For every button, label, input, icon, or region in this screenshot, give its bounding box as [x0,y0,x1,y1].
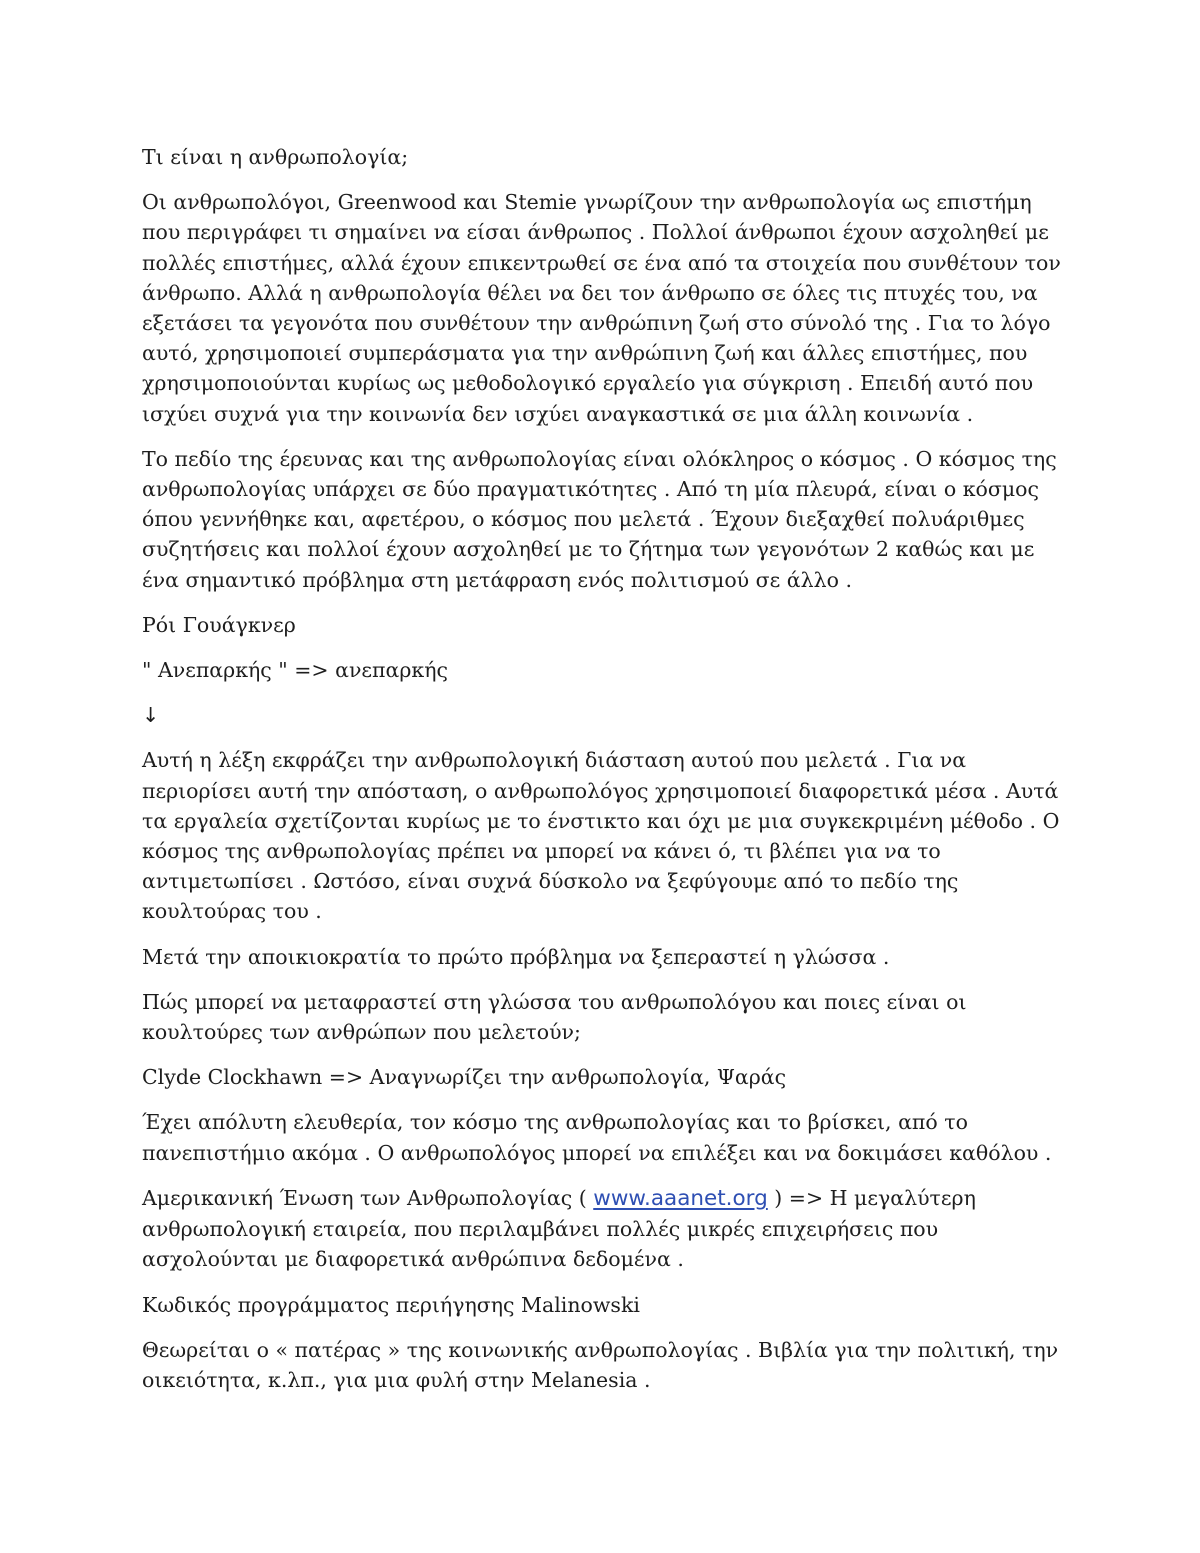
aaa-text-before: Αμερικανική Ένωση των Ανθρωπολογίας ( [142,1185,594,1210]
paragraph-field-of-research: Το πεδίο της έρευνας και της ανθρωπολογίας είναι ολόκληρος ο κόσμος . Ο κόσμος της ανθρωπολογίας υπάρχει σε δύο πραγματικότητες . Από τη μία πλευρά, είναι ο κόσμος όπου γεννήθηκε και, αφετέρου, ο κόσμος που μελετά . Έχουν διεξαχθεί πολυάριθμες συζητήσεις και πολλοί έχουν ασχοληθεί με το ζήτημα των γεγονότων 2 καθώς και με ένα σημαντικό πρόβλημα στη μετάφραση ενός πολιτισμού σε άλλο . [142,446,1057,592]
paragraph-translation-question: Πώς μπορεί να μεταφραστεί στη γλώσσα του ανθρωπολόγου και ποιες είναι οι κουλτούρες των ανθρώπων που μελετούν; [142,989,967,1045]
document-body [142,142,1072,1410]
paragraph-colonialism: Μετά την αποικιοκρατία το πρώτο πρόβλημα να ξεπεραστεί η γλώσσα . [142,944,890,969]
paragraph-malinowski-heading: Κωδικός προγράμματος περιήγησης Malinowski [142,1292,640,1317]
paragraph-author-name: Ρόι Γουάγκνερ [142,612,296,637]
paragraph-term: " Ανεπαρκής " => ανεπαρκής [142,658,448,683]
paragraph-clyde-clockhawn: Clyde Clockhawn => Αναγνωρίζει την ανθρωπολογία, Ψαράς [142,1065,787,1090]
paragraph-aaa [142,1183,1072,1275]
paragraph-malinowski: Θεωρείται ο « πατέρας » της κοινωνικής ανθρωπολογίας . Βιβλία για την πολιτική, την οικειότητα, κ.λπ., για μια φυλή στην Melanesia . [142,1337,1059,1392]
aaa-text-after: ) => Η μεγαλύτερη ανθρωπολογική εταιρεία, που περιλαμβάνει πολλές μικρές επιχειρήσεις που ασχολούνται με διαφορετικά ανθρώπινα δεδομένα . [142,1185,976,1272]
aaanet-link[interactable]: www.aaanet.org [593,1185,768,1211]
document-title: Τι είναι η ανθρωπολογία; [142,145,409,169]
paragraph-dimension: Αυτή η λέξη εκφράζει την ανθρωπολογική διάσταση αυτού που μελετά . Για να περιορίσει αυτή την απόσταση, ο ανθρωπολόγος χρησιμοποιεί διαφορετικά μέσα . Αυτά τα εργαλεία σχετίζονται κυρίως με το ένστικτο και όχι με μια συγκεκριμένη μέθοδο . Ο κόσμος της ανθρωπολογίας πρέπει να μπορεί να κάνει ό, τι βλέπει για να το αντιμετωπίσει . Ωστόσο, είναι συχνά δύσκολο να ξεφύγουμε από το πεδίο της κουλτούρας του . [142,748,1060,924]
down-arrow-icon: ↓ [142,703,160,728]
paragraph-definition: Οι ανθρωπολόγοι, Greenwood και Stemie γνωρίζουν την ανθρωπολογία ως επιστήμη που περιγράφει τι σημαίνει να είσαι άνθρωπος . Πολλοί άνθρωποι έχουν ασχοληθεί με πολλές επιστήμες, αλλά έχουν επικεντρωθεί σε ένα από τα στοιχεία που συνθέτουν τον άνθρωπο. Αλλά η ανθρωπολογία θέλει να δει τον άνθρωπο σε όλες τις πτυχές του, να εξετάσει τα γεγονότα που συνθέτουν την ανθρώπινη ζωή στο σύνολό της . Για το λόγο αυτό, χρησιμοποιεί συμπεράσματα για την ανθρώπινη ζωή και άλλες επιστήμες, που χρησιμοποιούνται κυρίως ως μεθοδολογικό εργαλείο για σύγκριση . Επειδή αυτό που ισχύει συχνά για την κοινωνία δεν ισχύει αναγκαστικά σε μια άλλη κοινωνία . [142,190,1061,426]
paragraph-freedom: Έχει απόλυτη ελευθερία, τον κόσμο της ανθρωπολογίας και το βρίσκει, από το πανεπιστήμιο ακόμα . Ο ανθρωπολόγος μπορεί να επιλέξει και να δοκιμάσει καθόλου . [142,1110,1052,1165]
